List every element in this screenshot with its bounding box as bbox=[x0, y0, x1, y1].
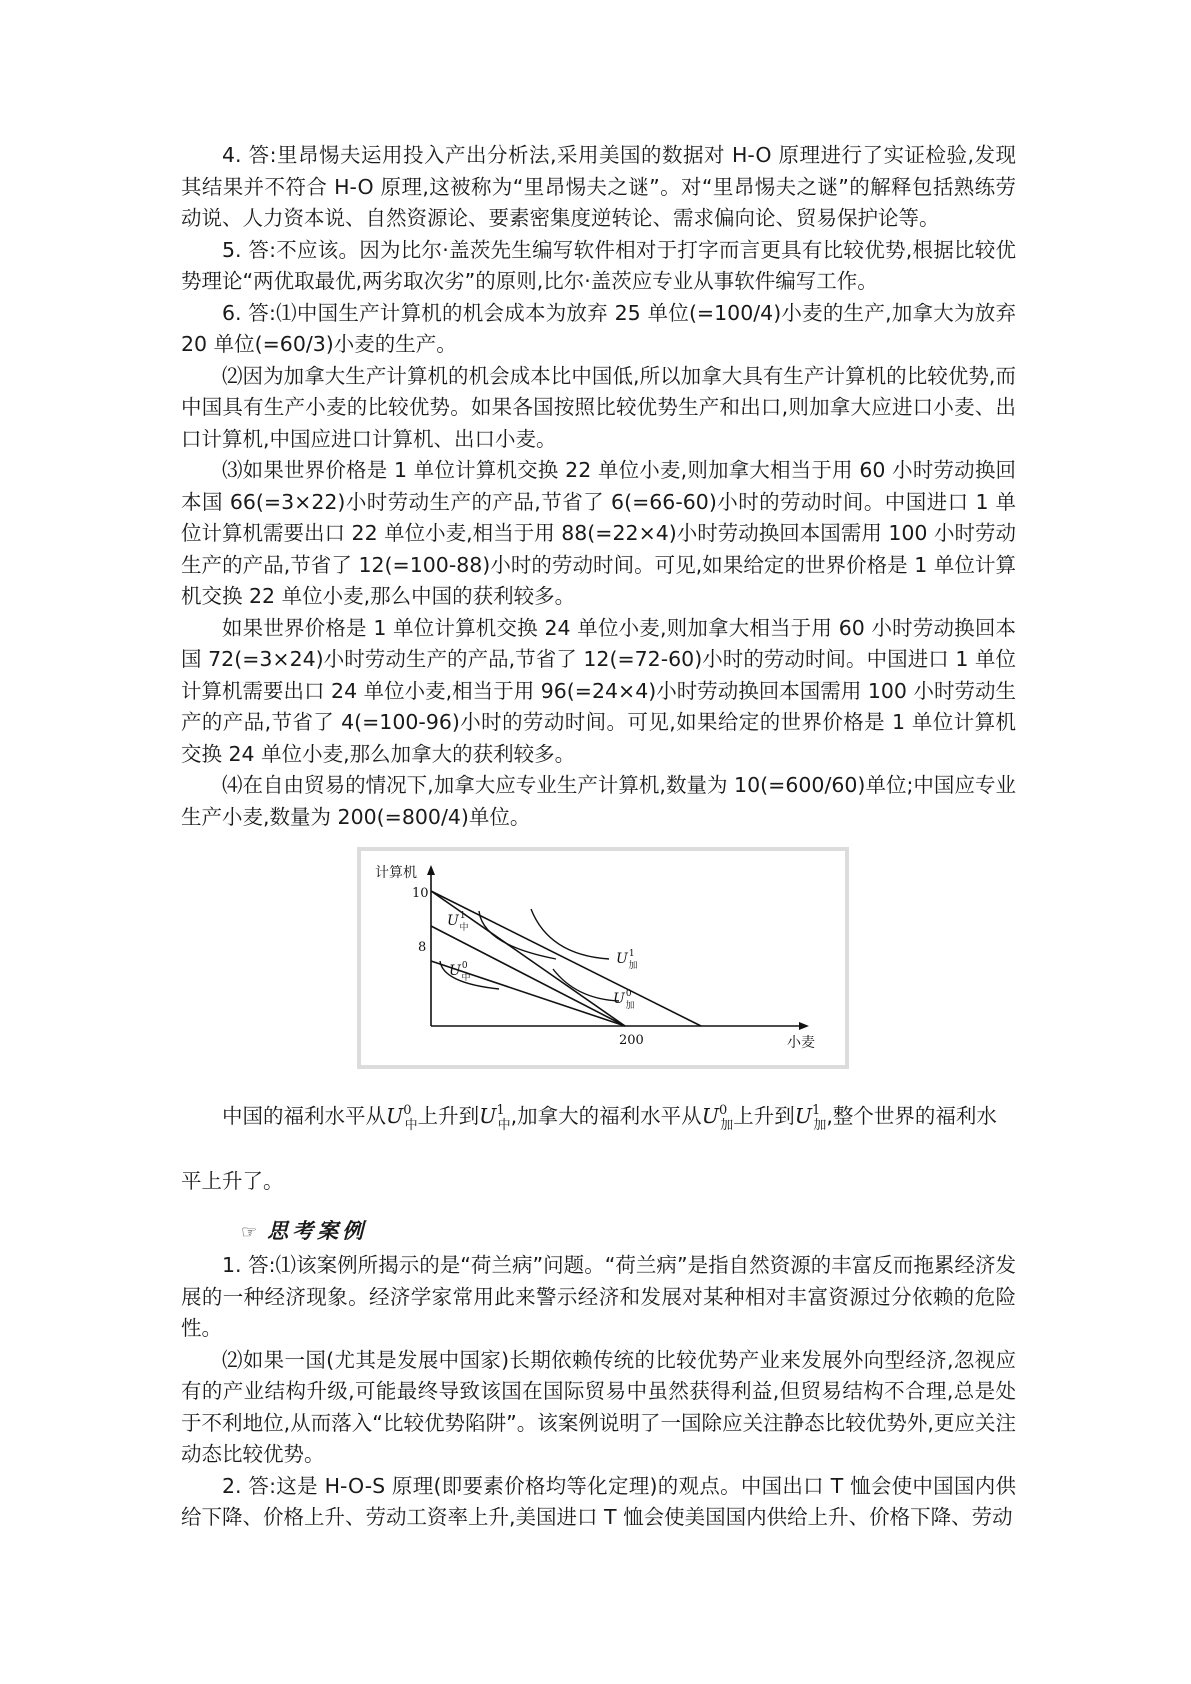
u-canada-0: $U^0_加$ bbox=[701, 1103, 734, 1133]
tick-y-10: 10 bbox=[412, 886, 429, 901]
label-u-canada-1: $U^1$ 加 bbox=[616, 949, 638, 971]
tick-y-8: 8 bbox=[418, 940, 427, 955]
u-canada-1: $U^1_加$ bbox=[794, 1103, 827, 1133]
answer-6-part-4: ⑷在自由贸易的情况下,加拿大应专业生产计算机,数量为 10(=600/60)单位;中国应专业生产小麦,数量为 200(=800/4)单位。 bbox=[181, 773, 1016, 829]
answer-6-part-2: ⑵因为加拿大生产计算机的机会成本比中国低,所以加拿大具有生产计算机的比较优势,而中国具有生产小麦的比较优势。如果各国按照比较优势生产和出口,则加拿大应进口小麦、出口计算机,中国应进口计算机、出口小麦。 bbox=[181, 363, 1016, 451]
answer-5: 5. 答:不应该。因为比尔·盖茨先生编写软件相对于打字而言更具有比较优势,根据比较优势理论“两优取最优,两劣取次劣”的原则,比尔·盖茨应专业从事软件编写工作。 bbox=[181, 237, 1016, 293]
u-china-0: $U^0_中$ bbox=[386, 1103, 418, 1133]
answer-6-part-3b: 如果世界价格是 1 单位计算机交换 24 单位小麦,则加拿大相当于用 60 小时劳动换回本国 72(=3×24)小时劳动生产的产品,节省了 12(=72-60)小时的劳动时间。中国进口 1 单位计算机需要出口 24 单位小麦,相当于用 96(=24×4)小时劳动换回本国需用 100 小时劳动生产的产品,节省了 4(=100-96)小时的劳动时间。可见,如果给定的世界价格是 1 单位计算机交换 24 单位小麦,那么加拿大的获利较多。 bbox=[181, 615, 1016, 766]
label-u-canada-0: $U^0$ 加 bbox=[613, 989, 635, 1011]
label-u-china-1: $U^1$ 中 bbox=[447, 911, 469, 933]
section-heading-case-study bbox=[241, 1216, 1016, 1248]
case-answer-2: 2. 答:这是 H-O-S 原理(即要素价格均等化定理)的观点。中国出口 T 恤会使中国国内供给下降、价格上升、劳动工资率上升,美国进口 T 恤会使美国国内供给上升、价格下降、劳动 bbox=[181, 1473, 1016, 1529]
y-axis-label: 计算机 bbox=[375, 865, 417, 881]
label-u-china-0: $U^0$ 中 bbox=[449, 961, 471, 983]
welfare-sentence: 中国的福利水平从$U^0_中$上升到$U^1_中$,加拿大的福利水平从$U^0_加$上升到$U^1_加$,整个世界的福利水 bbox=[222, 1103, 997, 1133]
y-axis-arrow bbox=[427, 865, 435, 875]
pointing-hand-icon: ☞ bbox=[241, 1222, 258, 1243]
answer-6-part-1: 6. 答:⑴中国生产计算机的机会成本为放弃 25 单位(=100/4)小麦的生产,加拿大为放弃 20 单位(=60/3)小麦的生产。 bbox=[181, 300, 1016, 356]
case-answer-1-part-1: 1. 答:⑴该案例所揭示的是“荷兰病”问题。“荷兰病”是指自然资源的丰富反而拖累经济发展的一种经济现象。经济学家常用此来警示经济和发展对某种相对丰富资源过分依赖的危险性。 bbox=[181, 1253, 1016, 1340]
case-answer-1-part-2: ⑵如果一国(尤其是发展中国家)长期依赖传统的比较优势产业来发展外向型经济,忽视应有的产业结构升级,可能最终导致该国在国际贸易中虽然获得利益,但贸易结构不合理,总是处于不利地位,从而落入“比较优势陷阱”。该案例说明了一国除应关注静态比较优势外,更应关注动态比较优势。 bbox=[181, 1347, 1016, 1466]
page-content bbox=[181, 140, 1016, 1534]
x-axis-arrow bbox=[799, 1022, 809, 1030]
answer-6-part-3: ⑶如果世界价格是 1 单位计算机交换 22 单位小麦,则加拿大相当于用 60 小时劳动换回本国 66(=3×22)小时劳动生产的产品,节省了 6(=66-60)小时的劳动时间。中国进口 1 单位计算机需要出口 22 单位小麦,相当于用 88(=22×4)小时劳动换回本国需用 100 小时劳动生产的产品,节省了 12(=100-88)小时的劳动时间。可见,如果给定的世界价格是 1 单位计算机交换 22 单位小麦,那么中国的获利较多。 bbox=[181, 458, 1016, 608]
tick-x-200: 200 bbox=[619, 1033, 644, 1048]
section-title: 思考案例 bbox=[267, 1218, 368, 1243]
u-china-1: $U^1_中$ bbox=[479, 1103, 511, 1133]
trade-welfare-figure bbox=[357, 847, 849, 1069]
indifference-curve-canada-0 bbox=[553, 969, 619, 1001]
welfare-sentence-tail: 平上升了。 bbox=[181, 1168, 284, 1193]
indifference-curve-canada-1 bbox=[531, 909, 609, 959]
x-axis-label: 小麦 bbox=[787, 1035, 815, 1051]
answer-4: 4. 答:里昂惕夫运用投入产出分析法,采用美国的数据对 H-O 原理进行了实证检验,发现其结果并不符合 H-O 原理,这被称为“里昂惕夫之谜”。对“里昂惕夫之谜”的解释包括熟练劳动说、人力资本说、自然资源论、要素密集度逆转论、需求偏向论、贸易保护论等。 bbox=[181, 143, 1016, 230]
figure-svg bbox=[361, 851, 845, 1065]
